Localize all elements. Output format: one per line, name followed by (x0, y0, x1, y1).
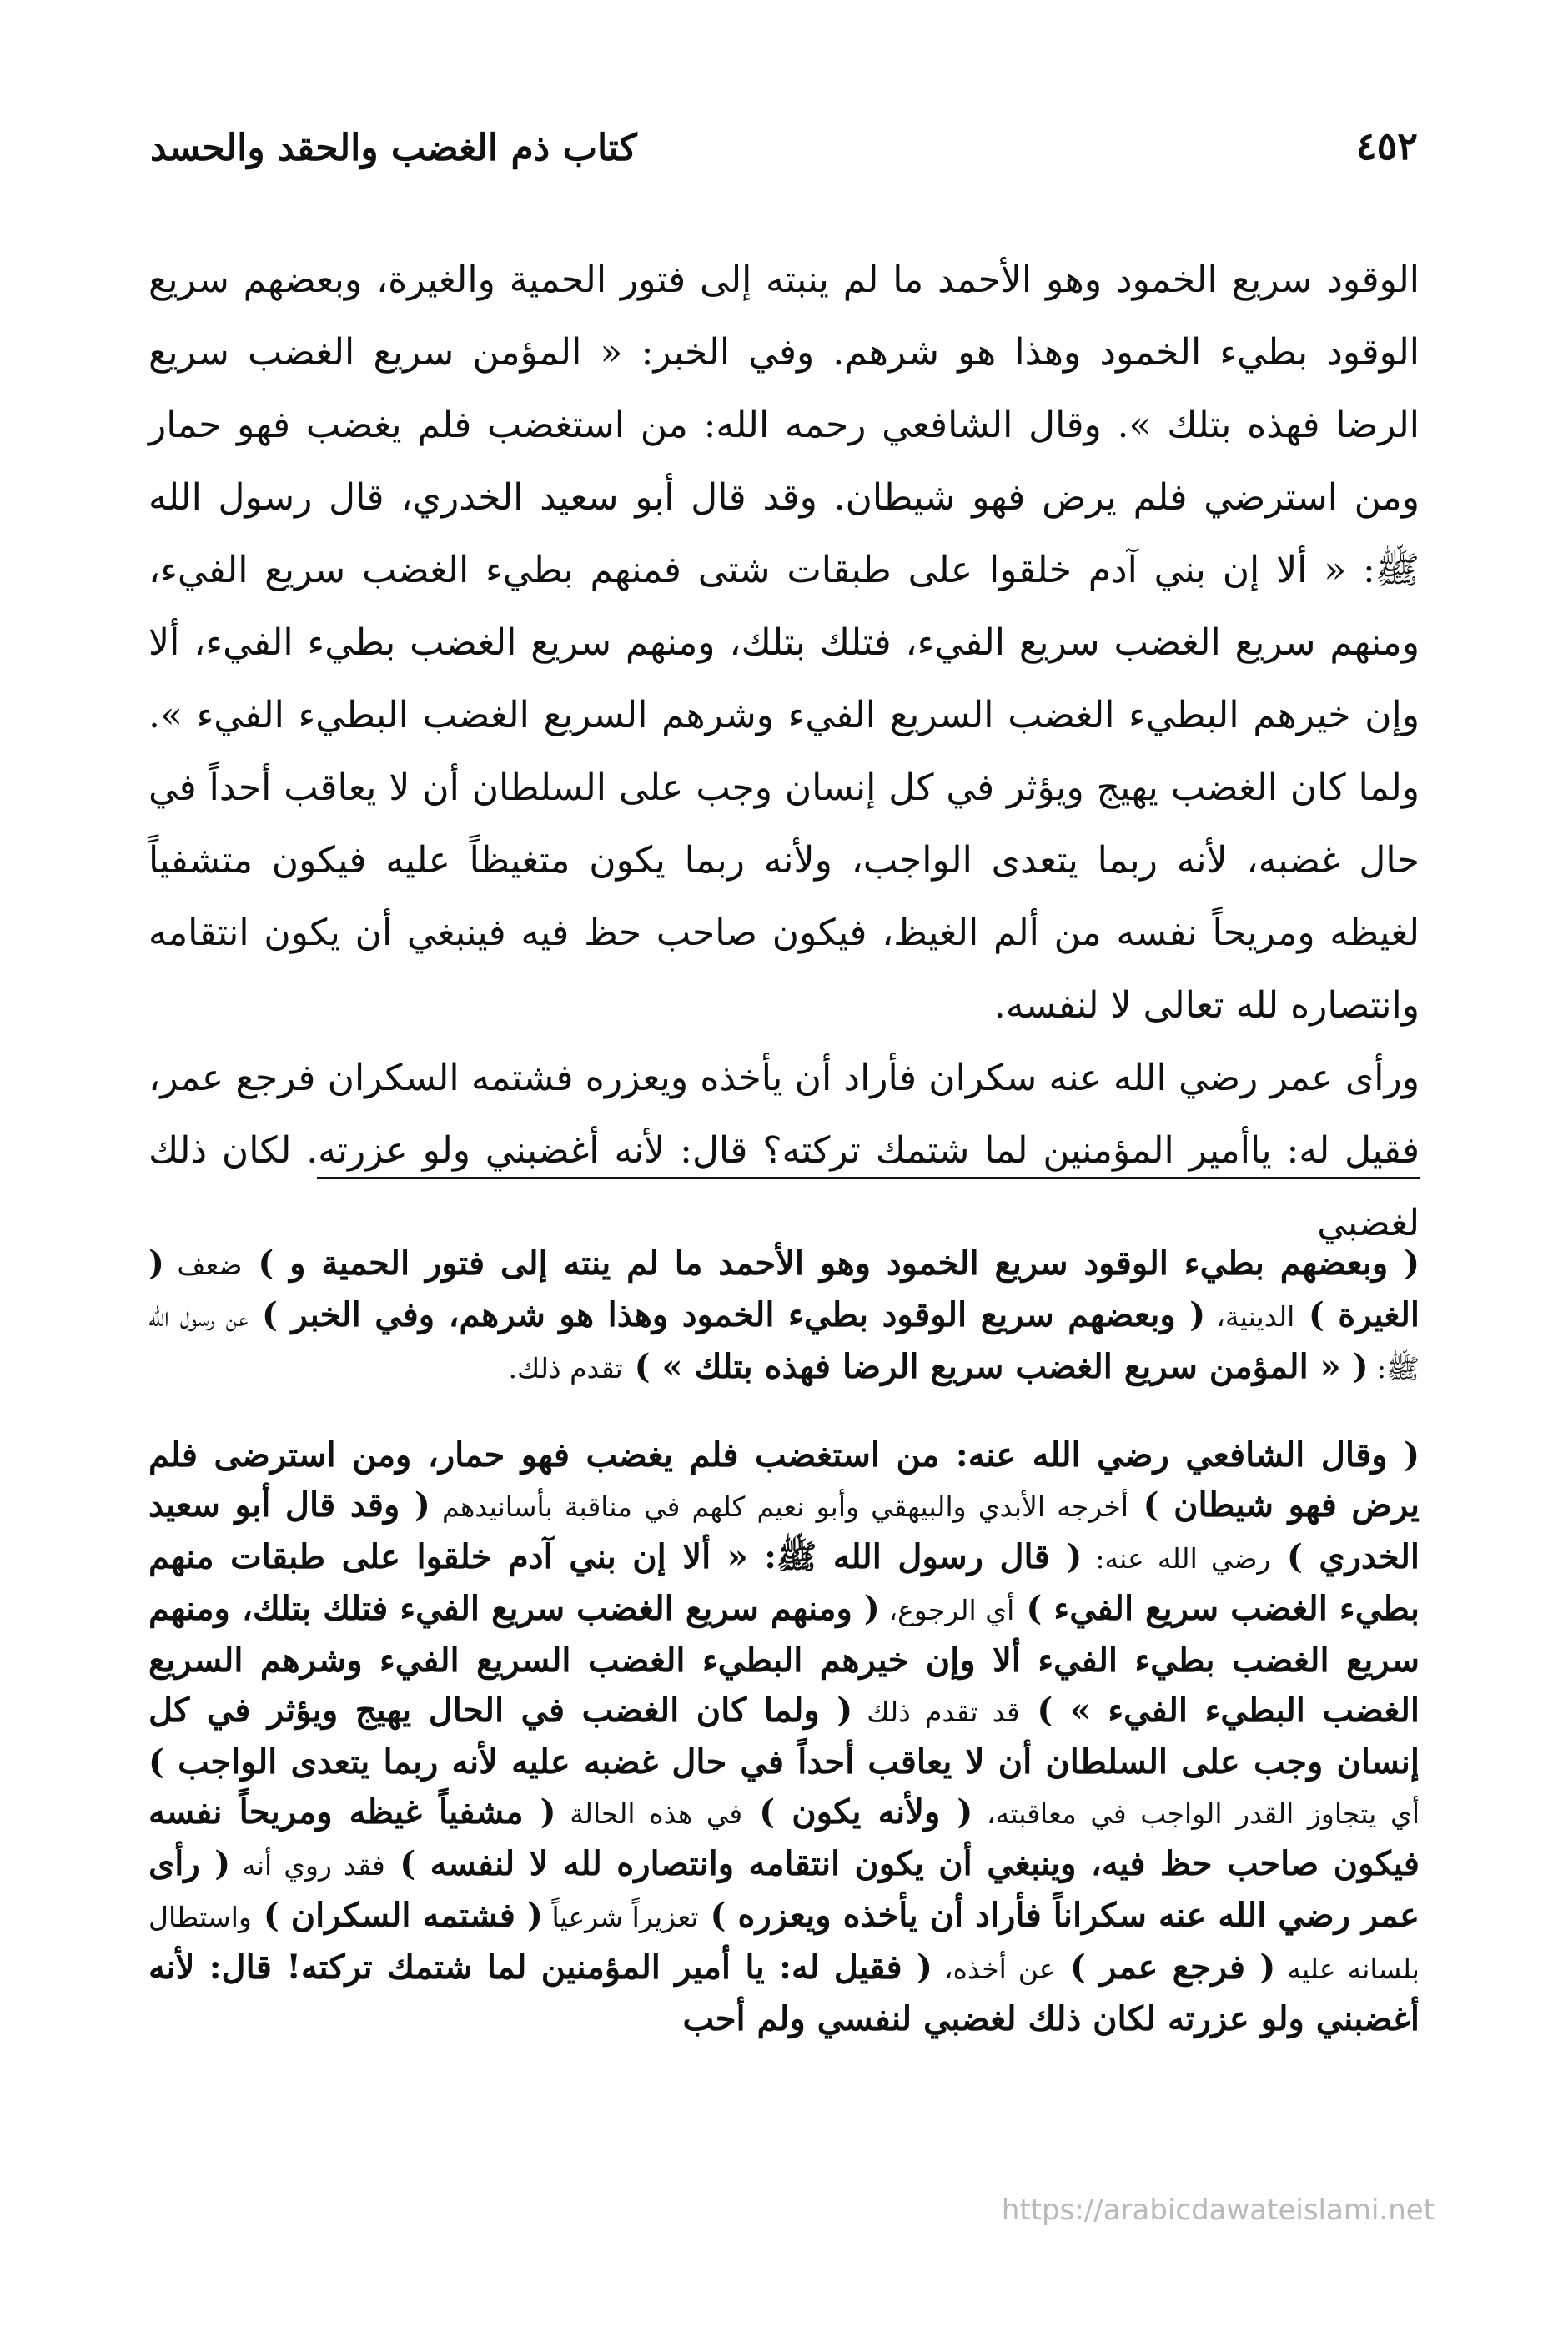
commentary-text-segment: في هذه الحالة (555, 1797, 743, 1830)
quoted-text-segment: ( قال رسول الله ﷺ: « ألا إن بني آدم خلقوا على طبقات منهم بطيء الغضب سريع الفيء ) (148, 1537, 1420, 1628)
main-paragraph-2: ورأى عمر رضي الله عنه سكران فأراد أن يأخذه ويعزره فشتمه السكران فرجع عمر، فقيل له: ياأمير المؤمنين لما شتمك تركته؟ قال: لأنه أغضبني ولو عزرته. لكان ذلك لغضبي (148, 1057, 1420, 1244)
quoted-text-segment: ( فقيل له: يا أمير المؤمنين لما شتمك تركته! قال: لأنه أغضبني ولو عزرته لكان ذلك لغضبي لنفسي ولم أحب (148, 1948, 1420, 2038)
quoted-text-segment: ( فشتمه السكران ) (251, 1896, 543, 1935)
commentary-text-segment: عن رسول الله ﷺ: (148, 1300, 1420, 1385)
commentary-text-segment: فقد روي أنه (230, 1849, 385, 1882)
running-title: كتاب ذم الغضب والحقد والحسد (150, 127, 637, 169)
commentary-paragraph-1 (148, 1239, 1420, 1394)
commentary (148, 1239, 1420, 2044)
commentary-text-segment: أخرجه الأبدي والبيهقي وأبو نعيم كلهم في مناقبة بأسانيدهم (430, 1490, 1129, 1523)
quoted-text-segment: ( رأى عمر رضي الله عنه سكراناً فأراد أن يأخذه ويعزره ) (148, 1844, 1420, 1935)
watermark-url: https://arabicdawateislami.net (1001, 2194, 1435, 2227)
quoted-text-segment: ( وبعضهم بطيء الوقود سريع الخمود وهو الأحمد ما لم ينته إلى فتور الحمية و ) (242, 1244, 1420, 1283)
quoted-text-segment: ( « المؤمن سريع الغضب سريع الرضا فهذه بتلك » ) (622, 1347, 1369, 1386)
quoted-text-segment: ( ولما كان الغضب في الحال يهيج ويؤثر في كل إنسان وجب على السلطان أن لا يعاقب أحداً في حال غضبه عليه لأنه ربما يتعدى الواجب ) (148, 1691, 1420, 1782)
commentary-text-segment: أي يتجاوز القدر الواجب في معاقبته، (972, 1797, 1420, 1830)
quoted-text-segment: ( الغيرة ) (148, 1244, 1420, 1334)
commentary-text-segment: الدينية، (1205, 1300, 1295, 1333)
commentary-text-segment: تعزيراً شرعياً (542, 1901, 699, 1933)
commentary-text-segment: قد تقدم ذلك (852, 1696, 1020, 1728)
quoted-text-segment: ( وبعضهم سريع الوقود بطيء الخمود وهذا هو شرهم، وفي الخبر ) (248, 1295, 1206, 1334)
page-number: ٤٥٢ (1355, 123, 1418, 168)
commentary-text-segment: عن أخذه، (932, 1953, 1056, 1985)
commentary-text-segment: تقدم ذلك. (508, 1352, 623, 1385)
quoted-text-segment: ( وقال الشافعي رضي الله عنه: من استغضب فلم يغضب فهو حمار، ومن استرضى فلم يرض فهو شيطان ) (148, 1435, 1420, 1525)
commentary-text-segment: ضعف (163, 1249, 243, 1281)
quoted-text-segment: ( ولأنه يكون ) (742, 1792, 973, 1832)
quoted-text-segment: ( مشفياً غيظه ومريحاً نفسه فيكون صاحب حظ فيه، وينبغي أن يكون انتقامه وانتصاره لله لا لنفسه ) (148, 1792, 1420, 1883)
commentary-text-segment: أي الرجوع، (879, 1594, 1015, 1626)
page-header (150, 123, 1418, 182)
commentary-text-segment: رضي الله عنه: (1082, 1542, 1271, 1575)
quoted-text-segment: ( فرجع عمر ) (1055, 1948, 1276, 1987)
commentary-text-segment: واستطال بلسانه عليه (148, 1901, 1420, 1985)
main-paragraph-1: الوقود سريع الخمود وهو الأحمد ما لم ينبته إلى فتور الحمية والغيرة، وبعضهم سريع الوقود بطيء الخمود وهذا هو شرهم. وفي الخبر: « المؤمن سريع الغضب سريع الرضا فهذه بتلك ». وقال الشافعي رحمه الله: من استغضب فلم يغضب فهو حمار ومن استرضي فلم يرض فهو شيطان. وقد قال أبو سعيد الخدري، قال رسول الله ﷺ: « ألا إن بني آدم خلقوا على طبقات شتى فمنهم بطيء الغضب سريع الفيء، ومنهم سريع الغضب سريع الفيء، فتلك بتلك، ومنهم سريع الغضب بطيء الفيء، ألا وإن خيرهم البطيء الغضب السريع الفيء وشرهم السريع الغضب البطيء الفيء ». ولما كان الغضب يهيج ويؤثر في كل إنسان وجب على السلطان أن لا يعاقب أحداً في حال غضبه، لأنه ربما يتعدى الواجب، ولأنه ربما يكون متغيظاً عليه فيكون متشفياً لغيظه ومريحاً نفسه من ألم الغيظ، فيكون صاحب حظ فيه فينبغي أن يكون انتقامه وانتصاره لله تعالى لا لنفسه. (148, 259, 1420, 1027)
quoted-text-segment: ( وقد قال أبو سعيد الخدري ) (148, 1485, 1420, 1576)
commentary-paragraph-2 (148, 1430, 1420, 2044)
footnote-separator (317, 1177, 1420, 1179)
quoted-text-segment: ( ومنهم سريع الغضب سريع الفيء فتلك بتلك، ومنهم سريع الغضب بطيء الفيء ألا وإن خيرهم البطيء الغضب السريع الفيء وشرهم السريع الغضب البطيء الفيء » ) (148, 1589, 1420, 1730)
main-text (148, 244, 1420, 1259)
